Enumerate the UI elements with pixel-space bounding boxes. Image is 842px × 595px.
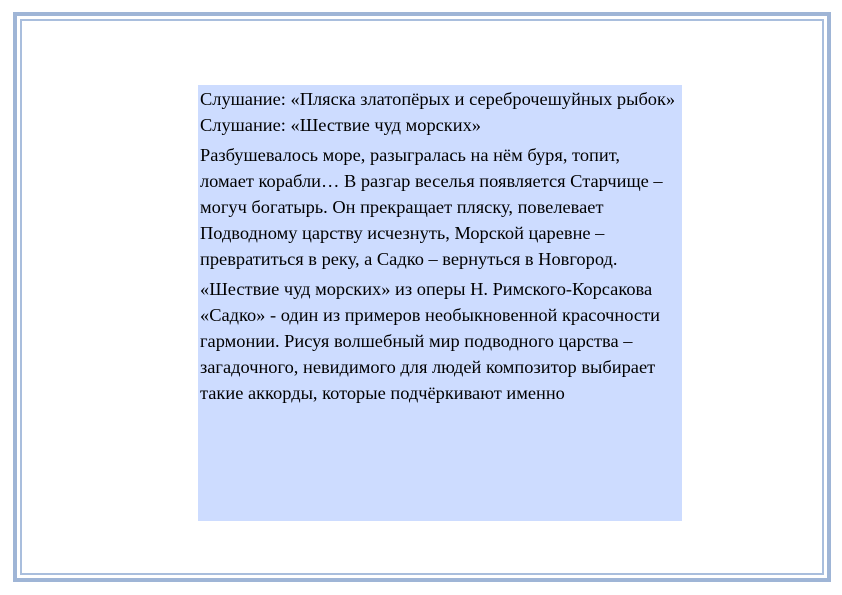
paragraph-description: «Шествие чуд морских» из оперы Н. Римского-Корсакова «Садко» - один из примеров необыкновенной красочности гармонии. Рисуя волшебный мир подводного царства – загадочного, невидимого для людей композитор выбирает такие аккорды, которые подчёркивают именно — [200, 279, 660, 403]
slide-text-box — [198, 85, 682, 521]
paragraph-story: Разбушевалось море, разыгралась на нём буря, топит, ломает корабли… В разгар веселья появляется Старчище – могуч богатырь. Он прекращает пляску, повелевает Подводному царству исчезнуть, Морской царевне – превратиться в реку, а Садко – вернуться в Новгород. — [200, 145, 663, 269]
paragraph-listening-1: Слушание: «Пляска златопёрых и сереброчешуйных рыбок» — [200, 89, 676, 109]
paragraph-listening-2: Слушание: «Шествие чуд морских» — [200, 115, 481, 135]
